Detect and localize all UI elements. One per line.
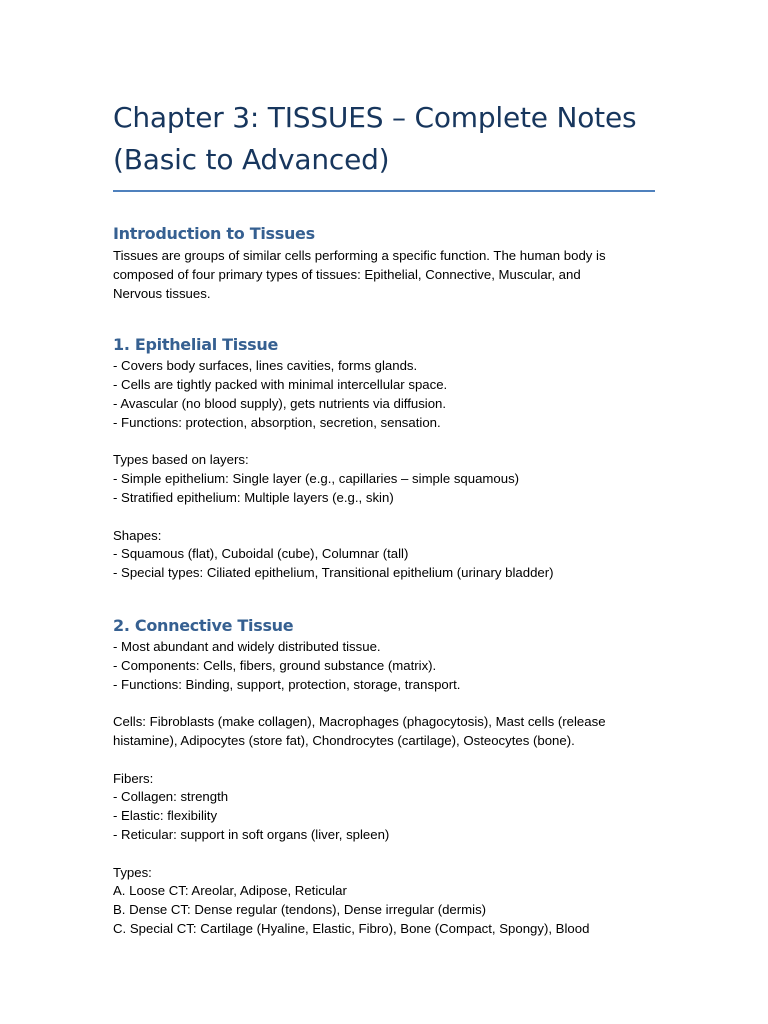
list-item: - Squamous (flat), Cuboidal (cube), Columnar (tall) — [113, 546, 409, 562]
title-underline — [113, 190, 655, 192]
list-item: Types based on layers: — [113, 452, 249, 468]
spacer — [113, 433, 655, 452]
list-item: - Components: Cells, fibers, ground substance (matrix). — [113, 657, 437, 673]
list-item: Fibers: — [113, 770, 154, 786]
spacer — [113, 751, 655, 770]
heading-introduction: Introduction to Tissues — [113, 224, 315, 243]
title-line-1: Chapter 3: TISSUES – Complete Notes — [113, 101, 637, 134]
list-item: Shapes: — [113, 527, 162, 543]
list-item: - Simple epithelium: Single layer (e.g., capillaries – simple squamous) — [113, 471, 520, 487]
list-item: - Avascular (no blood supply), gets nutrients via diffusion. — [113, 395, 447, 411]
list-item: - Functions: Binding, support, protection, storage, transport. — [113, 676, 461, 692]
list-item: B. Dense CT: Dense regular (tendons), Dense irregular (dermis) — [113, 902, 487, 918]
spacer — [113, 694, 655, 713]
document-page — [113, 97, 655, 939]
spacer — [113, 508, 655, 527]
list-item: A. Loose CT: Areolar, Adipose, Reticular — [113, 883, 347, 899]
list-item: Cells: Fibroblasts (make collagen), Macrophages (phagocytosis), Mast cells (release — [113, 714, 606, 730]
epithelial-shapes — [113, 527, 655, 583]
intro-paragraph: Tissues are groups of similar cells performing a specific function. The human body is composed of four primary types of tissues: Epithelial, Connective, Muscular, and Nervous tissues. — [113, 248, 606, 301]
spacer — [113, 845, 655, 864]
list-item: - Functions: protection, absorption, secretion, sensation. — [113, 414, 441, 430]
list-item: - Covers body surfaces, lines cavities, forms glands. — [113, 358, 418, 374]
list-item: - Collagen: strength — [113, 789, 229, 805]
list-item: C. Special CT: Cartilage (Hyaline, Elastic, Fibro), Bone (Compact, Spongy), Blood — [113, 920, 590, 936]
heading-epithelial-tissue: 1. Epithelial Tissue — [113, 335, 279, 355]
epithelial-points — [113, 357, 655, 432]
list-item: - Special types: Ciliated epithelium, Transitional epithelium (urinary bladder) — [113, 565, 554, 581]
epithelial-layers — [113, 451, 655, 507]
connective-points — [113, 638, 655, 694]
connective-fibers — [113, 770, 655, 845]
connective-cells — [113, 713, 655, 751]
list-item: - Elastic: flexibility — [113, 808, 218, 824]
document-title — [113, 97, 655, 181]
list-item: Types: — [113, 864, 152, 880]
title-line-2: (Basic to Advanced) — [113, 143, 390, 176]
list-item: - Most abundant and widely distributed tissue. — [113, 638, 381, 654]
list-item: - Stratified epithelium: Multiple layers (e.g., skin) — [113, 489, 394, 505]
list-item: - Cells are tightly packed with minimal intercellular space. — [113, 377, 448, 393]
connective-types — [113, 864, 655, 939]
list-item: histamine), Adipocytes (store fat), Chondrocytes (cartilage), Osteocytes (bone). — [113, 732, 575, 748]
heading-connective-tissue: 2. Connective Tissue — [113, 615, 294, 635]
list-item: - Reticular: support in soft organs (liver, spleen) — [113, 826, 390, 842]
